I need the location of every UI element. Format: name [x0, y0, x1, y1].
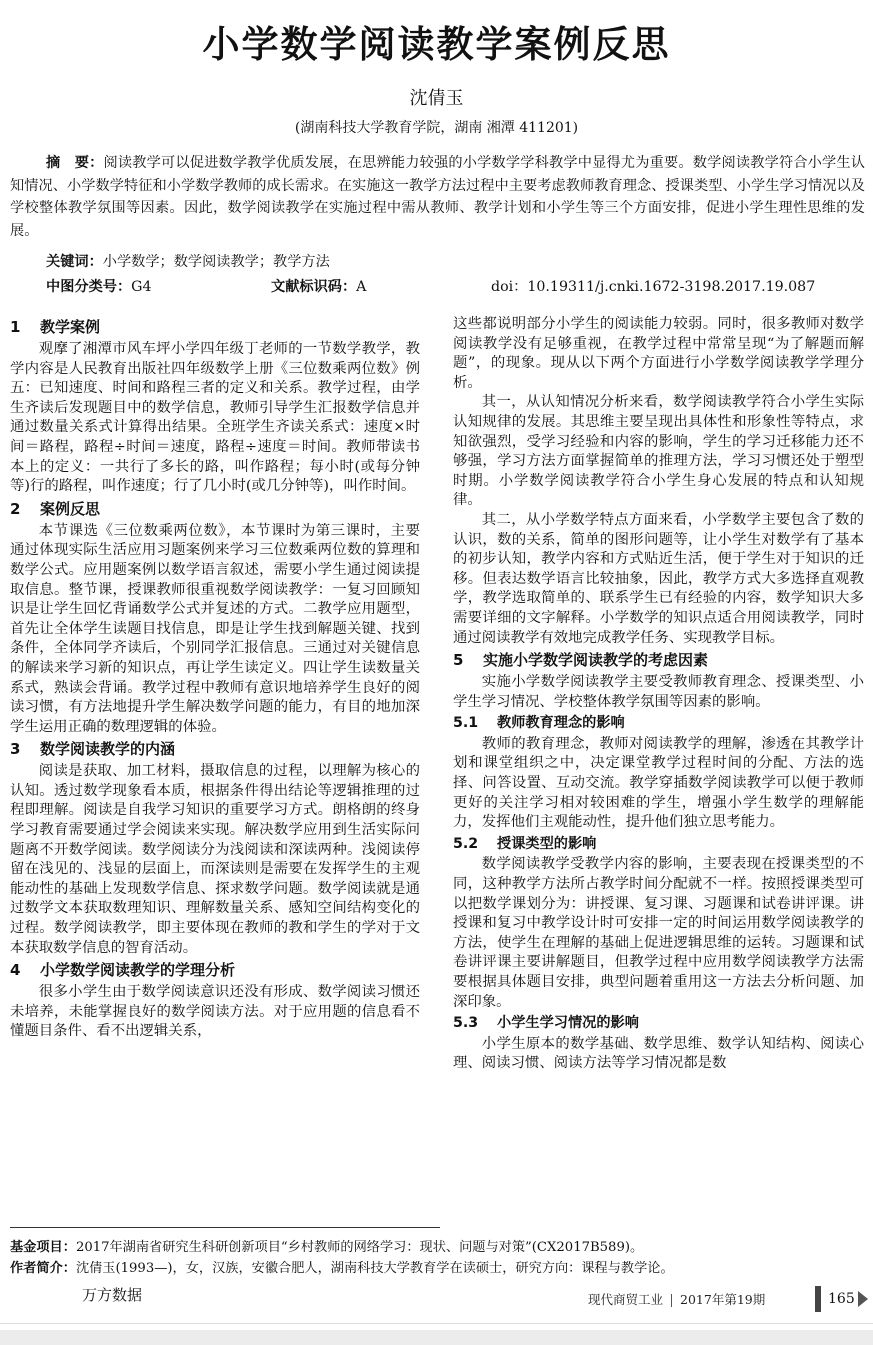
page-number: 165: [828, 1291, 855, 1307]
paragraph: 阅读是获取、加工材料，摄取信息的过程，以理解为核心的认知。透过数学现象看本质，根据条件得出结论等逻辑推理的过程即理解。阅读是自我学习知识的重要学习方式。朗格朗的终身学习教育需要通过学会阅读来实现。解决数学应用到生活实际问题离不开数学阅读。数学阅读分为浅阅读和深读两种。浅阅读停留在浅见的、浅显的层面上，而深读则是需要在发挥学生的主观能动性的基础上发现数学信息、探求数学问题。数学阅读就是通过数学文本获取数理知识、理解数量关系、感知空间结构变化的过程。数学阅读教学，即主要体现在教师的教和学生的学对于文本获取数学信息的智育活动。: [10, 763, 420, 956]
paragraph: 实施小学数学阅读教学主要受教师教育理念、授课类型、小学生学习情况、学校整体教学氛围等因素的影响。: [453, 674, 864, 710]
left-column: [10, 315, 420, 1042]
subsection-heading: 5.1 教师教育理念的影响: [453, 715, 625, 732]
clc-label: 中图分类号：: [46, 279, 132, 295]
paragraph: 教师的教育理念，教师对阅读教学的理解，渗透在其教学计划和课堂组织之中，决定课堂教学过程时间的分配、方法的选择、问答设置、互动交流。教学穿插数学阅读教学可以便于教师更好的关注学习相对较困难的学生，增强小学生数学的理解能力，发挥他们主观能动性，提升他们独立思考能力。: [453, 735, 864, 831]
keywords-label: 关键词：: [46, 254, 103, 270]
section-heading: 3 数学阅读教学的内涵: [10, 740, 176, 759]
paragraph: 很多小学生由于数学阅读意识还没有形成、数学阅读习惯还未培养，未能掌握良好的数学阅读方法。对于应用题的信息看不懂题目条件、看不出逻辑关系，: [10, 984, 420, 1040]
page-edge-line: [0, 1323, 873, 1324]
doc-code-label: 文献标识码：: [271, 279, 357, 295]
section-heading: 4 小学数学阅读教学的学理分析: [10, 961, 236, 980]
paragraph: 数学阅读教学受教学内容的影响，主要表现在授课类型的不同，这种教学方法所占教学时间分配就不一样。按照授课类型可以把数学课划分为：讲授课、复习课、习题课和试卷讲评课。讲授课和复习中教学设计时可安排一定的时间运用数学阅读教学的方法，使学生在理解的基础上促进逻辑思维的运转。习题课和试卷讲评课主要讲解题目，但教学过程中应用数学阅读教学方法需要根据具体题目安排，典型问题着重用这一方法去分析问题、加深印象。: [453, 856, 864, 1010]
author-note: [10, 1257, 870, 1276]
journal-issue: 2017年第19期: [680, 1292, 766, 1307]
affiliation: (湖南科技大学教育学院，湖南 湘潭 411201): [294, 120, 579, 136]
keywords: [46, 251, 330, 271]
footnote-divider: [10, 1227, 440, 1228]
doc-code-value: A: [356, 279, 367, 295]
right-column: [453, 315, 864, 1074]
author-note-label: 作者简介：: [10, 1261, 76, 1276]
paragraph: 其二，从小学数学特点方面来看，小学数学主要包含了数的认识，数的关系，简单的图形问题等，让小学生对数学有了基本的初步认知，教学内容和方式贴近生活，便于学生对于知识的迁移。但表达数学语言比较抽象，因此，教学方式大多选择直观教学，教学选取简单的、联系学生已有经验的内容，数学知识大多需要详细的文字解释。小学数学的知识点适合用阅读教学，同时通过阅读教学有效地完成教学任务、实现教学目标。: [453, 511, 864, 646]
paper-title: 小学数学阅读教学案例反思: [202, 23, 671, 66]
keywords-text: 小学数学；数学阅读教学；教学方法: [102, 254, 330, 270]
section-heading: 5 实施小学数学阅读教学的考虑因素: [453, 651, 709, 670]
doi: doi：10.19311/j.cnki.1672-3198.2017.19.087: [491, 279, 816, 295]
abstract-label: 摘 要：: [46, 155, 104, 171]
author-note-text: 沈倩玉(1993—)，女，汉族，安徽合肥人，湖南科技大学教育学在读硕士，研究方向：课程与教学论。: [75, 1261, 674, 1276]
fund-label: 基金项目：: [10, 1240, 76, 1255]
paragraph: 观摩了湘潭市风车坪小学四年级丁老师的一节数学教学，教学内容是人民教育出版社四年级数学上册《三位数乘两位数》例五：已知速度、时间和路程三者的定义和关系。教学过程，由学生齐读后发现题目中的数学信息，教师引导学生汇报数学信息并通过数量关系式计算得出结果。全班学生齐读关系式：速度×时间＝路程，路程÷时间＝速度，路程÷速度＝时间。教师带读书本上的定义：一共行了多长的路，叫作路程；每小时(或每分钟等)行的路程，叫作速度；行了几小时(或几分钟等)，叫作时间。: [10, 341, 420, 495]
watermark-text: 万方数据: [82, 1286, 143, 1304]
paragraph: 本节课选《三位数乘两位数》，本节课时为第三课时，主要通过体现实际生活应用习题案例来学习三位数乘两位数的算理和数学公式。应用题案例以数学语言叙述，需要小学生通过阅读提取信息。整节课，授课教师很重视数学阅读教学：一复习回顾知识是让学生回忆背诵数学公式并复述的方式。二教学应用题型，首先让全体学生读题目找信息，即是让学生找到解题关键、找到条件，全体同学齐读后，个别同学汇报信息。三通过对关键信息的解读来学习新的知识点，再让学生读定义。四让学生读数量关系式，熟读会背诵。教学过程中教师有意识地培养学生良好的阅读习惯，有方法地提升学生解决数学问题的能力，有目的地加深学生运用正确的数理逻辑的体验。: [10, 522, 420, 735]
section-heading: 1 教学案例: [10, 318, 101, 336]
paragraph: 这些都说明部分小学生的阅读能力较弱。同时，很多教师对数学阅读教学没有足够重视，在教学过程中常常呈现“为了解题而解题”，的现象。现从以下两个方面进行小学数学阅读教学学理分析。: [453, 316, 864, 391]
clc-value: G4: [131, 279, 152, 295]
page-arrow-icon: [858, 1291, 868, 1307]
journal-footer: [588, 1290, 765, 1308]
journal-name: 现代商贸工业: [588, 1292, 664, 1307]
section-heading: 2 案例反思: [10, 499, 101, 518]
abstract-text: 阅读教学可以促进数学教学优质发展，在思辨能力较强的小学数学学科教学中显得尤为重要。数学阅读教学符合小学生认知情况、小学数学特征和小学数学教师的成长需求。在实施这一教学方法过程中主要考虑教师教育理念、授课类型、小学生学习情况以及学校整体教学氛围等因素。因此，数学阅读教学在实施过程中需从教师、教学计划和小学生等三个方面安排，促进小学生理性思维的发展。: [10, 155, 865, 239]
fund-text: 2017年湖南省研究生科研创新项目“乡村教师的网络学习：现状、问题与对策”(CX2017B589)。: [75, 1240, 644, 1255]
page-number-bar: [815, 1286, 821, 1312]
paragraph: 其一，从认知情况分析来看，数学阅读教学符合小学生实际认知规律的发展。其思维主要呈现出具体性和形象性等特点，求知欲强烈，受学习经验和内容的影响，学生的学习迁移能力还不够强，学习方法方面掌握简单的推理方法，学习习惯还处于塑型时期。小学数学阅读教学符合小学生身心发展的特点和认知规律。: [453, 394, 864, 509]
abstract: [10, 152, 865, 242]
fund-note: [10, 1236, 870, 1255]
subsection-heading: 5.3 小学生学习情况的影响: [453, 1015, 639, 1032]
author-name: 沈倩玉: [409, 88, 464, 109]
paragraph: 小学生原本的数学基础、数学思维、数学认知结构、阅读心理、阅读习惯、阅读方法等学习情况都是数: [453, 1035, 864, 1072]
classification-line: [46, 276, 846, 296]
subsection-heading: 5.2 授课类型的影响: [453, 835, 597, 852]
footer-separator: [671, 1294, 672, 1307]
page-bottom-bar: [0, 1330, 873, 1345]
